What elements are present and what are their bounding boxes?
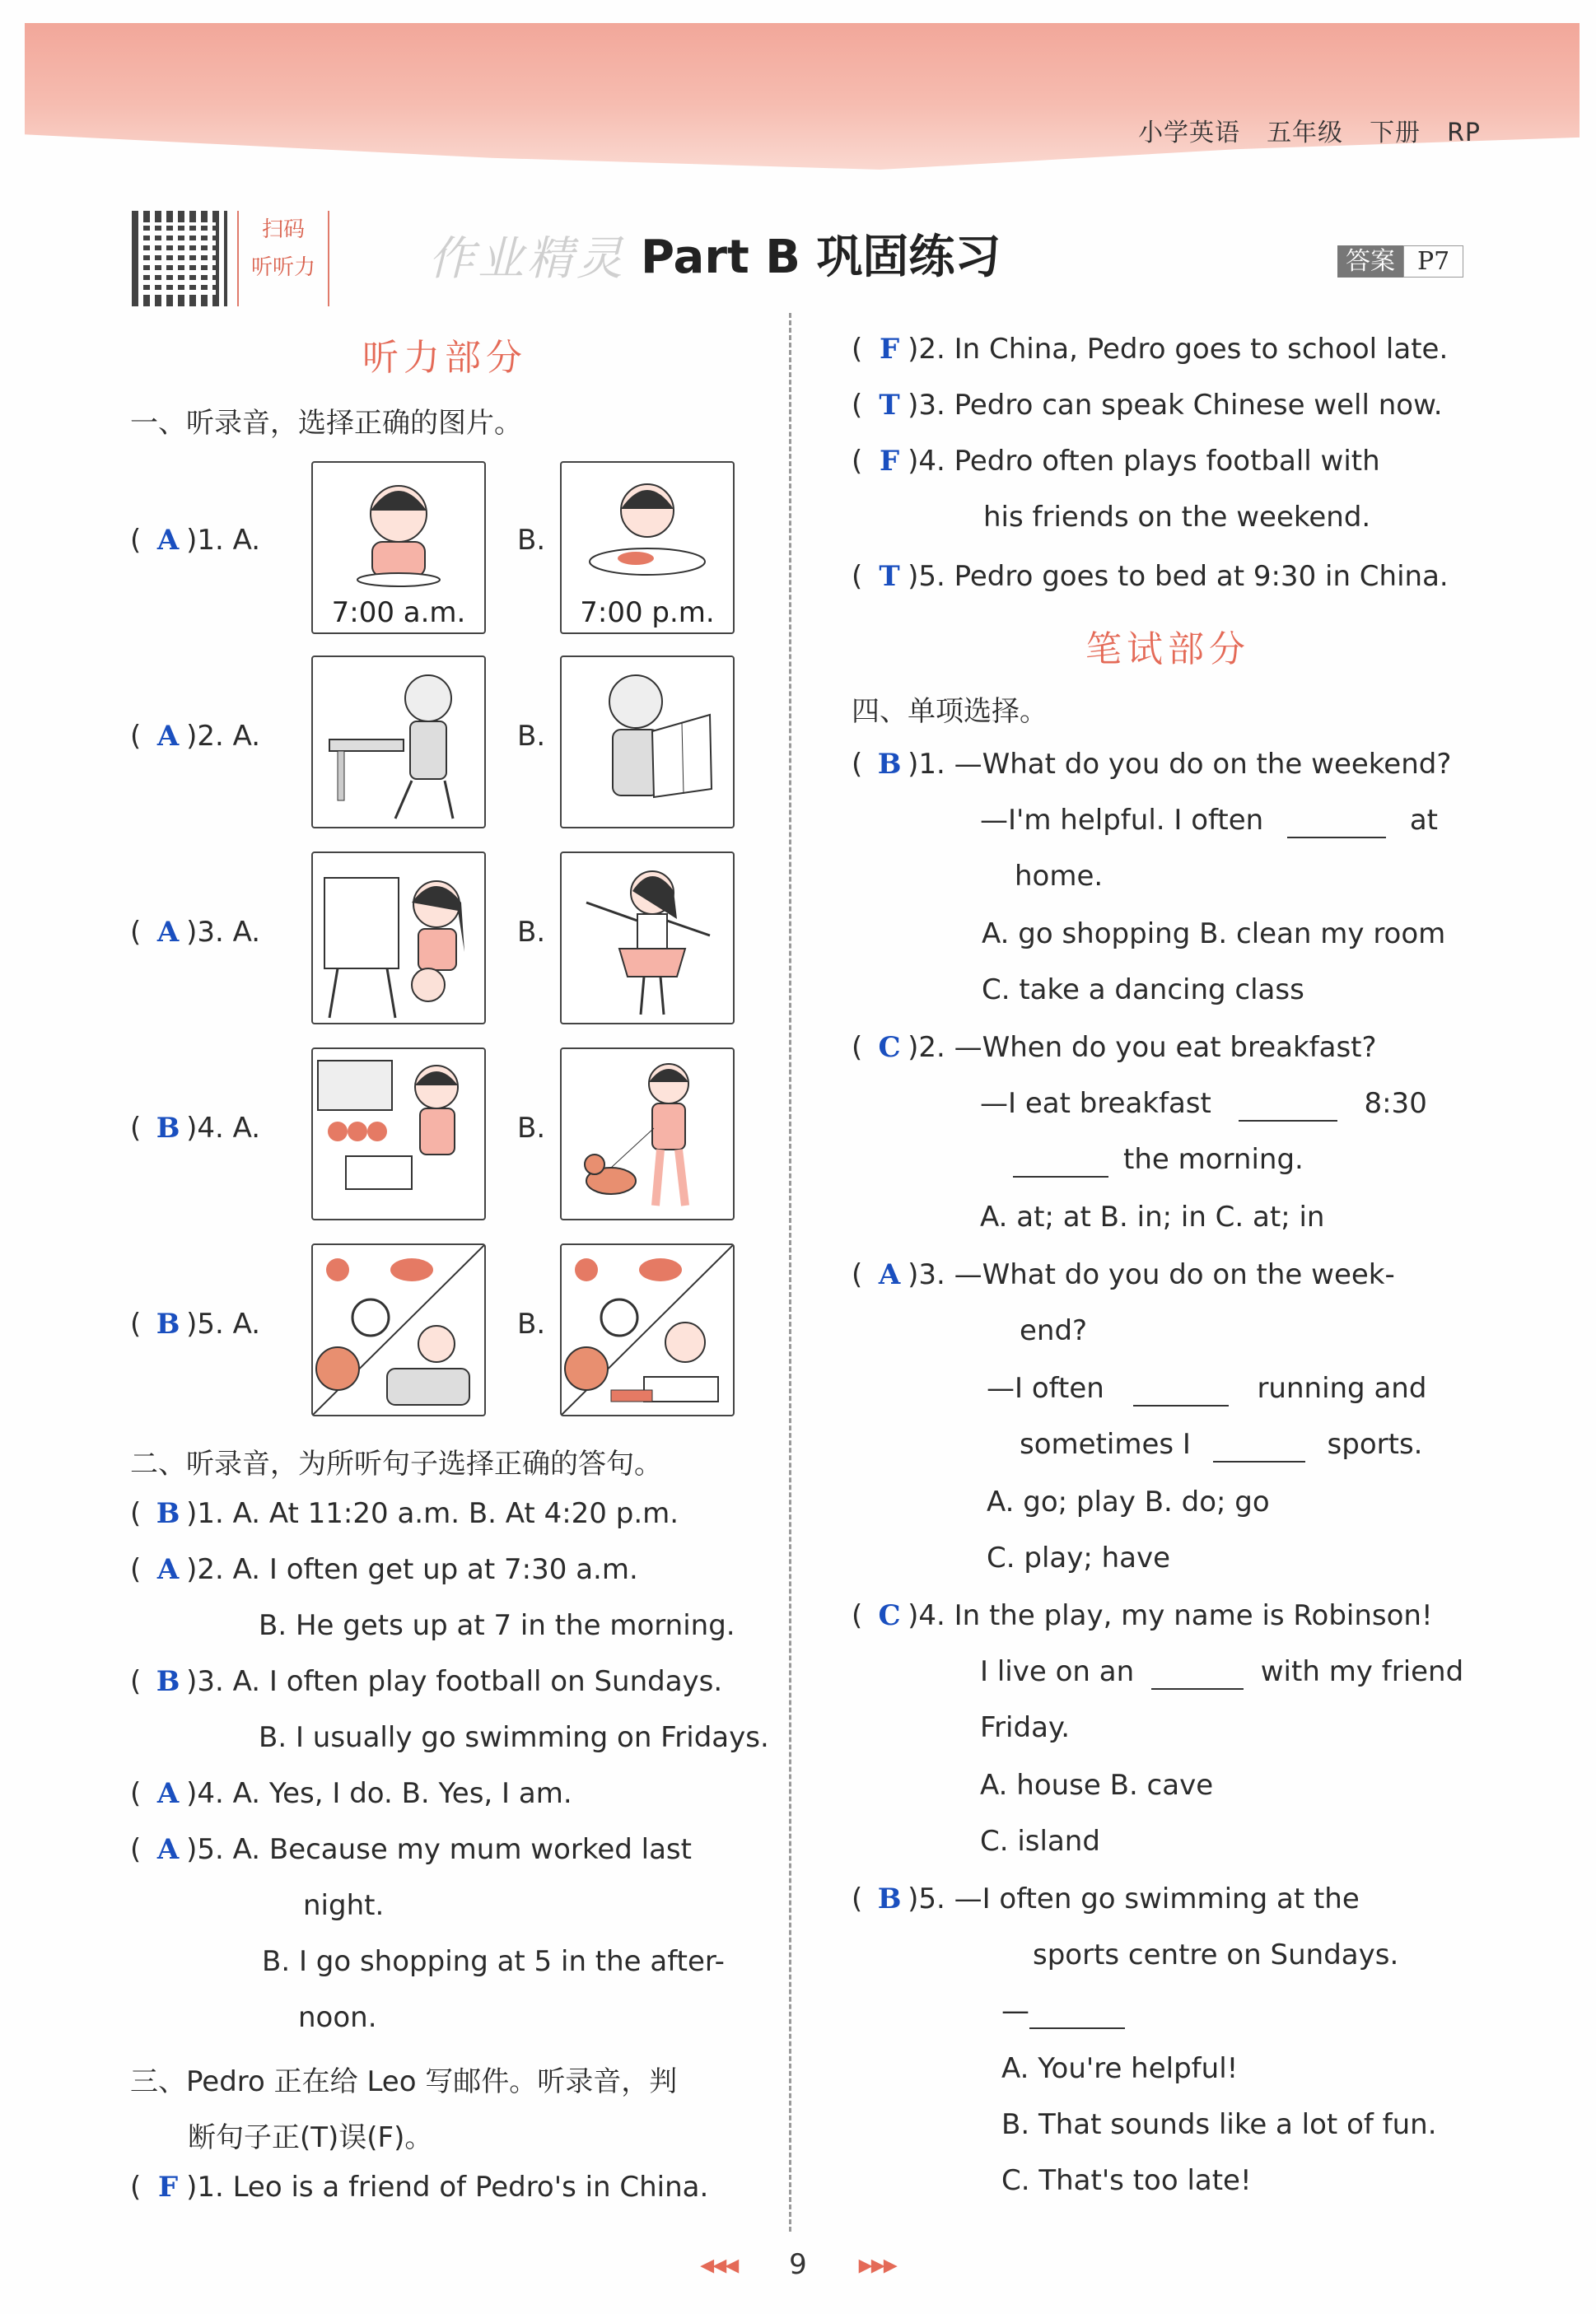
part4-heading: 四、单项选择。 [852, 695, 1048, 728]
text: at [1409, 804, 1438, 837]
option-b-label: B. [517, 916, 546, 949]
q2-options: A. at; at B. in; in C. at; in [980, 1201, 1325, 1234]
option-b-label: B. [517, 1308, 546, 1341]
answer-page: P7 [1403, 245, 1463, 278]
text: — [1001, 1994, 1029, 2027]
text: running and [1257, 1372, 1427, 1405]
answer-mark: F [880, 333, 900, 366]
q1-line2 [980, 804, 1438, 838]
q3-line4 [1020, 1428, 1422, 1463]
prev-arrows-icon[interactable]: ◂◂◂ [700, 2248, 738, 2281]
q5-line2: sports centre on Sundays. [1033, 1938, 1399, 1971]
picture-option-b[interactable] [560, 1243, 735, 1416]
part2-item-4: ( A )4. A. Yes, I do. B. Yes, I am. [130, 1777, 572, 1810]
answer-mark: T [879, 560, 900, 593]
q2-line2 [980, 1087, 1427, 1122]
item-text: )5. Pedro goes to bed at 9:30 in China. [908, 560, 1449, 593]
picture-option-a[interactable] [311, 851, 486, 1024]
q2: ( C )2. —When do you eat breakfast? [852, 1031, 1377, 1064]
part3-item-4: ( F )4. Pedro often plays football with [852, 445, 1380, 478]
next-arrows-icon[interactable]: ▸▸▸ [858, 2248, 896, 2281]
question-text: )3. —What do you do on the week- [908, 1258, 1395, 1291]
picture-option-a[interactable] [311, 1047, 486, 1220]
part2-item-2: ( A )2. A. I often get up at 7:30 a.m. [130, 1553, 638, 1586]
part2-item-3: ( B )3. A. I often play football on Sundays. [130, 1665, 723, 1698]
picture-option-b[interactable] [560, 655, 735, 828]
q3-line2: end? [1020, 1314, 1088, 1347]
item-number: )5. A. [186, 1308, 261, 1341]
item-text-cont: night. [303, 1889, 385, 1922]
question-text: )4. In the play, my name is Robinson! [908, 1599, 1433, 1632]
answer-blank[interactable] [1151, 1655, 1244, 1690]
subject: 小学英语 [1138, 119, 1241, 147]
answer-mark: F [880, 445, 900, 478]
item-text: )4. A. Yes, I do. B. Yes, I am. [186, 1777, 572, 1810]
answer-blank[interactable] [1213, 1428, 1305, 1463]
option-b-label: B. [517, 720, 546, 753]
q5-option-a: A. You're helpful! [1001, 2052, 1239, 2085]
qr-code[interactable] [132, 211, 227, 306]
answer-mark: C [878, 1599, 901, 1632]
book-info [1112, 112, 1481, 148]
item-text: )2. A. I often get up at 7:30 a.m. [186, 1553, 638, 1586]
answer-blank[interactable] [1287, 804, 1386, 838]
picture-option-a[interactable] [311, 655, 486, 828]
q3-line3 [987, 1372, 1426, 1407]
grade: 五年级 [1267, 119, 1344, 147]
page-number: 9 [789, 2248, 807, 2281]
answer-blank[interactable] [1133, 1372, 1229, 1407]
item-text-cont: B. I usually go swimming on Fridays. [259, 1721, 769, 1754]
page-title: Part B 巩固练习 [641, 231, 1001, 284]
answer-blank[interactable] [1239, 1087, 1337, 1122]
item-text: )3. Pedro can speak Chinese well now. [908, 389, 1443, 422]
answer-blank[interactable] [1029, 1994, 1125, 2029]
answer-mark: B [156, 1308, 180, 1341]
q1-options-1: A. go shopping B. clean my room [982, 917, 1446, 950]
item-text: )5. A. Because my mum worked last [186, 1833, 692, 1866]
q5: ( B )5. —I often go swimming at the [852, 1882, 1360, 1915]
answer-mark: A [156, 720, 180, 753]
q5-option-c: C. That's too late! [1001, 2164, 1252, 2197]
time-caption-b: 7:00 p.m. [580, 596, 715, 629]
answer-mark: B [877, 748, 902, 781]
answer-mark: A [156, 1833, 180, 1866]
time-caption-a: 7:00 a.m. [331, 596, 466, 629]
text: the morning. [1123, 1143, 1304, 1176]
q1-line3: home. [1015, 860, 1104, 893]
item-text-cont: B. I go shopping at 5 in the after- [262, 1945, 725, 1978]
part3-heading-2: 断句子正(T)误(F)。 [188, 2121, 433, 2154]
q4-line3: Friday. [980, 1711, 1071, 1744]
q5-line3 [1001, 1994, 1125, 2029]
part3-item-1: ( F )1. Leo is a friend of Pedro's in China. [130, 2171, 709, 2204]
text: sometimes I [1020, 1428, 1191, 1461]
question-text: )2. —When do you eat breakfast? [908, 1031, 1377, 1064]
picture-option-a[interactable] [311, 461, 486, 634]
picture-option-b[interactable] [560, 851, 735, 1024]
part2-heading: 二、听录音，为所听句子选择正确的答句。 [130, 1448, 662, 1481]
text: —I often [987, 1372, 1104, 1405]
q3: ( A )3. —What do you do on the week- [852, 1258, 1395, 1291]
scan-label-1: 扫码 [261, 217, 305, 242]
text: sports. [1327, 1428, 1423, 1461]
picture-option-a[interactable] [311, 1243, 486, 1416]
answer-mark: B [156, 1497, 180, 1530]
text: 8:30 [1364, 1087, 1427, 1120]
q4-line2 [980, 1655, 1463, 1690]
item-text: )1. A. At 11:20 a.m. B. At 4:20 p.m. [186, 1497, 679, 1530]
item-text: )1. Leo is a friend of Pedro's in China. [186, 2171, 709, 2204]
q1: ( B )1. —What do you do on the weekend? [852, 748, 1452, 781]
watermark: 作业精灵 [428, 232, 626, 286]
option-b-label: B. [517, 1112, 546, 1145]
q3-options-2: C. play; have [987, 1542, 1171, 1575]
term: 下册 [1370, 119, 1421, 147]
answer-mark: A [156, 916, 180, 949]
q4-options-2: C. island [980, 1825, 1100, 1858]
part2-item-5: ( A )5. A. Because my mum worked last [130, 1833, 692, 1866]
answer-mark: A [878, 1258, 901, 1291]
part3-heading-1: 三、Pedro 正在给 Leo 写邮件。听录音，判 [130, 2065, 678, 2098]
text: I live on an [980, 1655, 1135, 1688]
item-text-cont: his friends on the weekend. [983, 501, 1371, 534]
text: with my friend [1260, 1655, 1464, 1688]
writing-title: 笔试部分 [1085, 628, 1250, 670]
item-text: )4. Pedro often plays football with [908, 445, 1380, 478]
text: —I'm helpful. I often [980, 804, 1264, 837]
question-text: )1. —What do you do on the weekend? [908, 748, 1452, 781]
picture-option-b[interactable] [560, 1047, 735, 1220]
item-text: )2. In China, Pedro goes to school late. [908, 333, 1449, 366]
text: —I eat breakfast [980, 1087, 1211, 1120]
q2-line3 [1013, 1143, 1304, 1178]
part3-item-3: ( T )3. Pedro can speak Chinese well now. [852, 389, 1443, 422]
answer-mark: F [158, 2171, 179, 2204]
answer-mark: B [877, 1882, 902, 1915]
answer-mark: A [156, 1553, 180, 1586]
column-divider [789, 313, 791, 2232]
answer-mark: A [156, 1777, 180, 1810]
answer-mark: B [156, 1112, 180, 1145]
answer-mark: B [156, 1665, 180, 1698]
question-text: )5. —I often go swimming at the [908, 1882, 1360, 1915]
scan-label [237, 211, 329, 306]
item-number: )4. A. [186, 1112, 261, 1145]
scan-label-2: 听听力 [250, 255, 315, 280]
item-text-cont: noon. [298, 2001, 377, 2034]
answer-ref [1337, 240, 1463, 277]
listening-title: 听力部分 [362, 337, 527, 379]
q1-options-2: C. take a dancing class [982, 973, 1304, 1006]
item-number: )3. A. [186, 916, 261, 949]
item-number: )2. A. [186, 720, 261, 753]
answer-mark: C [878, 1031, 901, 1064]
answer-mark: A [156, 524, 180, 557]
q4: ( C )4. In the play, my name is Robinson! [852, 1599, 1433, 1632]
item-text-cont: B. He gets up at 7 in the morning. [259, 1609, 735, 1642]
part2-item-1: ( B )1. A. At 11:20 a.m. B. At 4:20 p.m. [130, 1497, 679, 1530]
part1-heading: 一、听录音，选择正确的图片。 [130, 407, 522, 440]
part3-item-5: ( T )5. Pedro goes to bed at 9:30 in China. [852, 560, 1449, 593]
q3-options-1: A. go; play B. do; go [987, 1486, 1270, 1519]
item-text: )3. A. I often play football on Sundays. [186, 1665, 723, 1698]
page-footer [0, 2248, 1596, 2281]
picture-option-b[interactable] [560, 461, 735, 634]
q4-options-1: A. house B. cave [980, 1769, 1214, 1802]
edition: RP [1447, 119, 1481, 147]
item-number: )1. A. [186, 524, 261, 557]
answer-mark: T [879, 389, 900, 422]
part3-item-2: ( F )2. In China, Pedro goes to school late. [852, 333, 1449, 366]
answer-label: 答案 [1337, 245, 1403, 278]
q5-option-b: B. That sounds like a lot of fun. [1001, 2108, 1437, 2141]
option-b-label: B. [517, 524, 546, 557]
answer-blank[interactable] [1013, 1143, 1108, 1178]
